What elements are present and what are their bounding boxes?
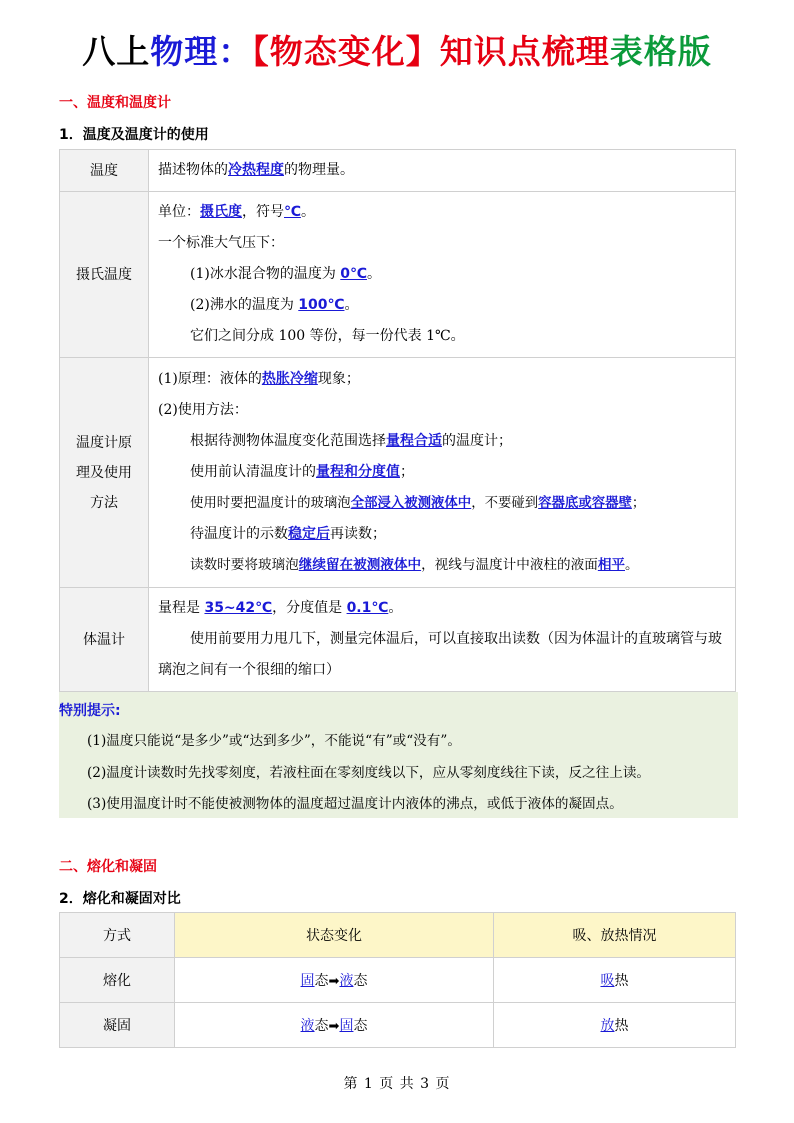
keyword: ℃ [284, 204, 301, 220]
section2-subheading: 2．熔化和凝固对比 [59, 891, 181, 907]
table-row [60, 192, 736, 358]
heat-cell: 吸热 [494, 958, 736, 1003]
row-label-thermometer: 温度计原 理及使用 方法 [60, 358, 149, 588]
keyword: 100℃ [298, 297, 345, 313]
table-row [60, 150, 736, 192]
keyword: 容器底或容器壁 [538, 496, 632, 511]
page-title [0, 30, 794, 74]
keyword: 稳定后 [288, 526, 330, 542]
keyword: 相平 [597, 557, 625, 573]
state-change-cell: 液态➡固态 [175, 1003, 494, 1048]
melting-table [59, 912, 736, 1048]
keyword: 0.1℃ [346, 600, 389, 616]
table-header-row [60, 913, 736, 958]
tip-item: (2)温度计读数时先找零刻度，若液柱面在零刻度线以下，应从零刻度线往下读，反之往上读。 [87, 765, 651, 781]
tip-item: (1)温度只能说“是多少”或“达到多少”，不能说“有”或“没有”。 [87, 733, 461, 749]
keyword: 量程合适 [386, 433, 442, 449]
keyword: 0℃ [340, 266, 367, 282]
section2-heading: 二、熔化和凝固 [59, 859, 157, 875]
keyword: 量程和分度值 [316, 464, 400, 480]
state-change-cell: 固态➡液态 [175, 958, 494, 1003]
page-footer: 第 1 页 共 3 页 [343, 1076, 451, 1092]
row-content-clinical: 量程是 35~42℃，分度值是 0.1℃。 使用前要用力甩几下，测量完体温后，可以直接取出读数（因为体温计的直玻璃管与玻璃泡之间有一个很细的缩口） [149, 588, 736, 692]
arrow-right-icon: ➡ [328, 974, 340, 989]
column-header: 吸、放热情况 [494, 913, 736, 958]
mode-cell: 熔化 [60, 958, 175, 1003]
row-label-clinical: 体温计 [60, 588, 149, 692]
row-content-thermometer: (1)原理：液体的热胀冷缩现象； (2)使用方法： 根据待测物体温度变化范围选择量程合适的温度计； 使用前认清温度计的量程和分度值； 使用时要把温度计的玻璃泡全部浸入被测液体中，不要碰到容器底或容器壁； 待温度计的示数稳定后再读数； 读数时要将玻璃泡继续留在被测液体中，视线与温度计中液柱的液面相平。 [149, 358, 736, 588]
row-label-temperature: 温度 [60, 150, 149, 192]
keyword: 热胀冷缩 [261, 371, 318, 387]
table-row [60, 358, 736, 588]
tip-item: (3)使用温度计时不能使被测物体的温度超过温度计内液体的沸点，或低于液体的凝固点。 [87, 796, 623, 812]
row-content-temperature: 描述物体的冷热程度的物理量。 [149, 150, 736, 192]
column-header: 状态变化 [175, 913, 494, 958]
row-label-celsius: 摄氏温度 [60, 192, 149, 358]
section1-heading: 一、温度和温度计 [59, 95, 171, 111]
title-format: 表格版 [609, 32, 712, 71]
table-row [60, 588, 736, 692]
temperature-table [59, 149, 736, 692]
arrow-right-icon: ➡ [328, 1019, 340, 1034]
keyword: 全部浸入被测液体中 [350, 496, 472, 511]
section1-subheading: 1．温度及温度计的使用 [59, 127, 209, 143]
title-grade: 八上 [82, 32, 151, 71]
column-header: 方式 [60, 913, 175, 958]
heat-cell: 放热 [494, 1003, 736, 1048]
tips-box [59, 692, 738, 818]
keyword: 摄氏度 [200, 204, 242, 220]
table-row [60, 958, 736, 1003]
title-topic: 【物态变化】知识点梳理 [252, 32, 610, 71]
keyword: 35~42℃ [204, 600, 273, 616]
keyword: 继续留在被测液体中 [298, 557, 422, 573]
row-content-celsius: 单位：摄氏度，符号℃。 一个标准大气压下： (1)冰水混合物的温度为 0℃。 (2)沸水的温度为 100℃。 它们之间分成 100 等份，每一份代表 1℃。 [149, 192, 736, 358]
table-row [60, 1003, 736, 1048]
tips-title: 特别提示: [59, 703, 121, 719]
title-subject: 物理： [150, 32, 253, 71]
keyword: 冷热程度 [228, 162, 284, 178]
mode-cell: 凝固 [60, 1003, 175, 1048]
